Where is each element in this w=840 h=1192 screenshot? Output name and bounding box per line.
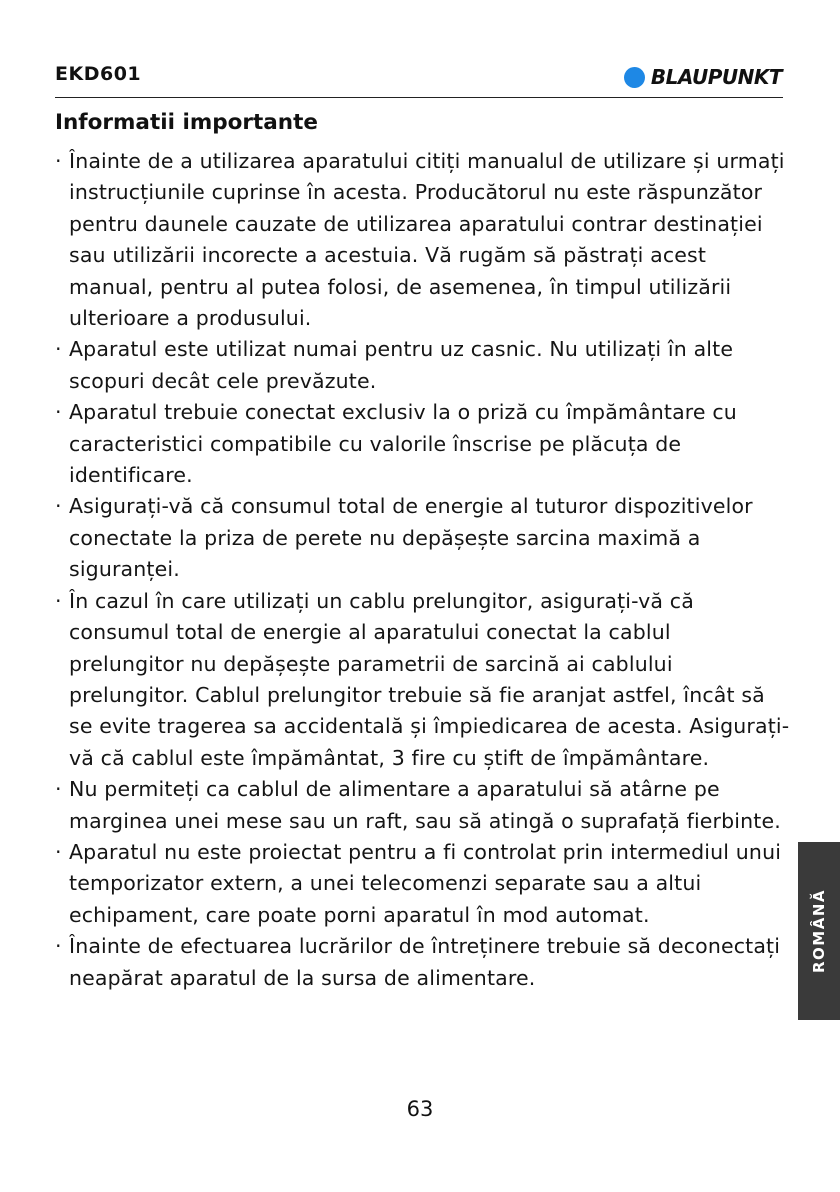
- list-item-text: Aparatul trebuie conectat exclusiv la o priză cu împământare cu caracteristici compatibile cu valorile înscrise pe plăcuța de identificare.: [69, 400, 737, 488]
- bullet-dot-icon: ·: [55, 400, 62, 425]
- list-item: [55, 146, 790, 334]
- model-number: EKD601: [55, 63, 142, 85]
- brand-name: BLAUPUNKT: [650, 65, 782, 89]
- list-item: [55, 774, 790, 837]
- important-info-list: [55, 146, 790, 994]
- list-item-text: Aparatul nu este proiectat pentru a fi controlat prin intermediul unui temporizator extern, a unei telecomenzi separate sau a altui echipament, care poate porni aparatul în mod automat.: [69, 839, 782, 927]
- bullet-dot-icon: ·: [55, 149, 62, 173]
- section-title: Informatii importante: [55, 110, 318, 135]
- list-item-text: Nu permiteți ca cablul de alimentare a aparatului să atârne pe marginea unei mese sau un raft, sau să atingă o suprafață fierbinte.: [69, 777, 781, 833]
- language-tab-label: ROMÂNĂ: [810, 889, 828, 973]
- list-item-text: Aparatul este utilizat numai pentru uz casnic. Nu utilizați în alte scopuri decât cele prevăzute.: [69, 337, 734, 393]
- list-item-text: Înainte de efectuarea lucrărilor de întreținere trebuie să deconectați neapărat aparatul de la sursa de alimentare.: [69, 934, 781, 990]
- list-item-text: Înainte de a utilizarea aparatului citiți manualul de utilizare și urmați instrucțiunile cuprinse în acesta. Producătorul nu este răspunzător pentru daunele cauzate de utilizarea aparatului contrar destinației sau utilizării incorecte a acestuia. Vă rugăm să păstrați acest manual, pentru al putea folosi, de asemenea, în timpul utilizării ulterioare a produsului.: [69, 149, 785, 331]
- bullet-dot-icon: ·: [55, 839, 62, 864]
- bullet-dot-icon: ·: [55, 337, 62, 362]
- page-number: 63: [406, 1097, 434, 1121]
- brand-logo: [624, 64, 782, 90]
- bullet-dot-icon: ·: [55, 494, 62, 519]
- list-item-text: Asigurați-vă că consumul total de energie al tuturor dispozitivelor conectate la priza de perete nu depășește sarcina maximă a siguranței.: [69, 494, 753, 582]
- language-tab: [798, 842, 840, 1020]
- list-item: [55, 586, 790, 774]
- brand-dot-icon: [624, 67, 645, 88]
- list-item: [55, 837, 790, 931]
- list-item-text: În cazul în care utilizați un cablu prelungitor, asigurați-vă că consumul total de energie al aparatului conectat la cablul prelungitor nu depășește parametrii de sarcină ai cablului prelungitor. Cablul prelungitor trebuie să fie aranjat astfel, încât să se evite tragerea sa accidentală și împiedicarea de acesta. Asigurați-vă că cablul este împământat, 3 fire cu știft de împământare.: [69, 588, 790, 770]
- bullet-dot-icon: ·: [55, 777, 62, 802]
- bullet-dot-icon: ·: [55, 588, 62, 613]
- header-divider: [55, 97, 783, 98]
- list-item: [55, 334, 790, 397]
- list-item: [55, 931, 790, 994]
- list-item: [55, 397, 790, 491]
- list-item: [55, 491, 790, 585]
- bullet-dot-icon: ·: [55, 934, 62, 959]
